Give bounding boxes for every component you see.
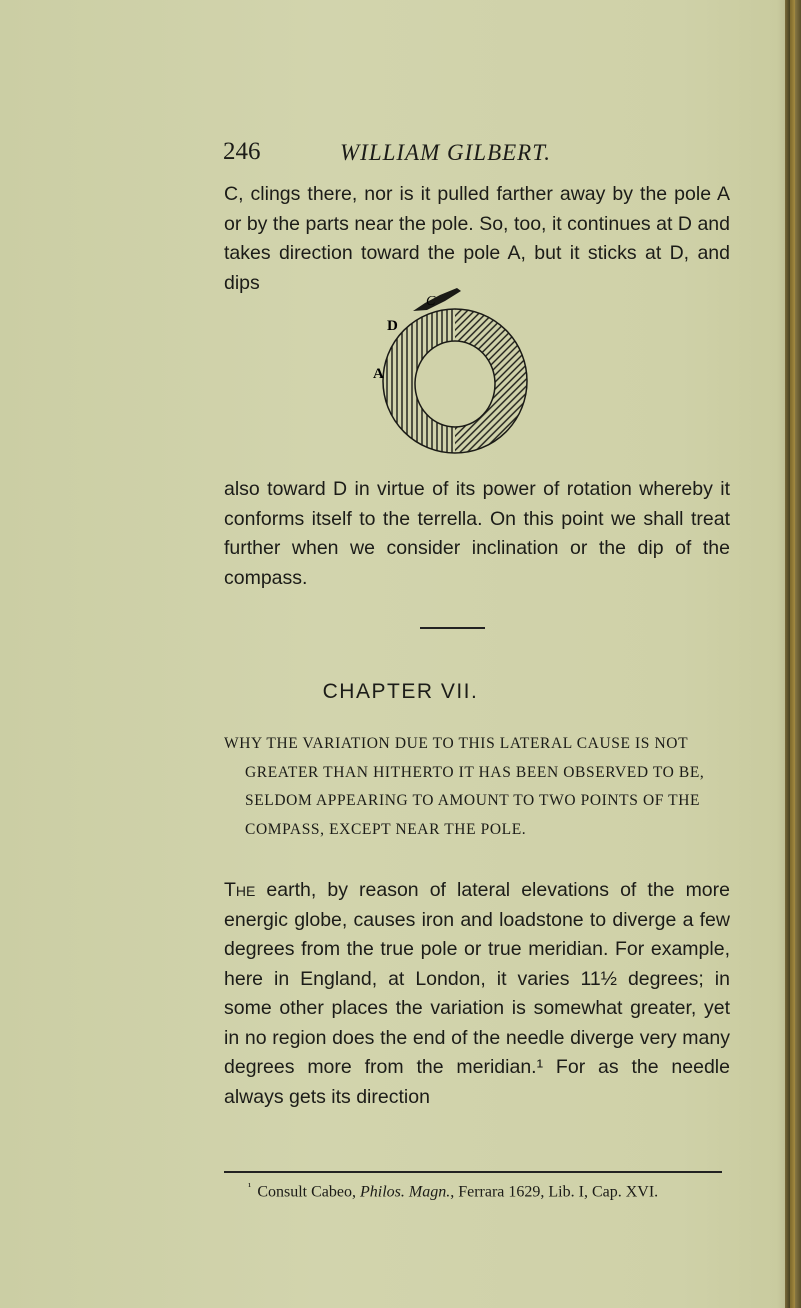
footnote-rule [224, 1171, 722, 1173]
needle-mark [413, 288, 461, 311]
figure-label-c: C [426, 294, 436, 309]
paragraph-2: also toward D in virtue of its power of rotation whereby it conforms itself to the terrella. On this point we shall treat further when we consider inclination or the dip of the compass. [224, 478, 730, 589]
figure-label-d: D [387, 318, 398, 334]
footnote-mark: ¹ [248, 1181, 252, 1193]
footnote-text-before: Consult Cabeo, [257, 1183, 360, 1201]
chapter-title: CHAPTER VII. [322, 680, 479, 703]
running-title: WILLIAM GILBERT. [340, 140, 552, 165]
footnote-work: Philos. Magn. [359, 1183, 451, 1201]
terrella-figure [365, 283, 545, 469]
running-head [0, 138, 801, 174]
chapter-heading: WHY THE VARIATION DUE TO THIS LATERAL CAUSE IS NOT GREATER THAN HITHERTO IT HAS BEEN OBSERVED TO BE, SELDOM APPEARING TO AMOUNT TO TWO POINTS OF THE COMPASS, EXCEPT NEAR THE POLE. [224, 735, 705, 838]
footnote-text-after: , Ferrara 1629, Lib. I, Cap. XVI. [450, 1183, 659, 1201]
paragraph-body: earth, by reason of lateral elevations of the more energic globe, causes iron and loadstone to diverge a few degrees from the true pole or true meridian. For example, here in England, at London, it varies 11½ degrees; in some other places the variation is somewhat greater, yet in no region does the end of the needle diverge very many degrees more from the meridian.¹ For as the needle always gets its direction [224, 879, 730, 1108]
paragraph-lead: The [224, 879, 256, 901]
footnote [248, 1177, 728, 1202]
figure-label-a: A [373, 366, 384, 382]
page-number: 246 [223, 138, 261, 165]
paragraph-1: C, clings there, nor is it pulled farther away by the pole A or by the parts near the pole. So, too, it continues at D and takes direction toward the pole A, but it sticks at D, and dips [224, 183, 730, 294]
terrella-inner [415, 341, 495, 427]
gilt-edge [790, 0, 795, 1308]
paragraph-3 [224, 876, 730, 1112]
section-divider [420, 627, 485, 629]
